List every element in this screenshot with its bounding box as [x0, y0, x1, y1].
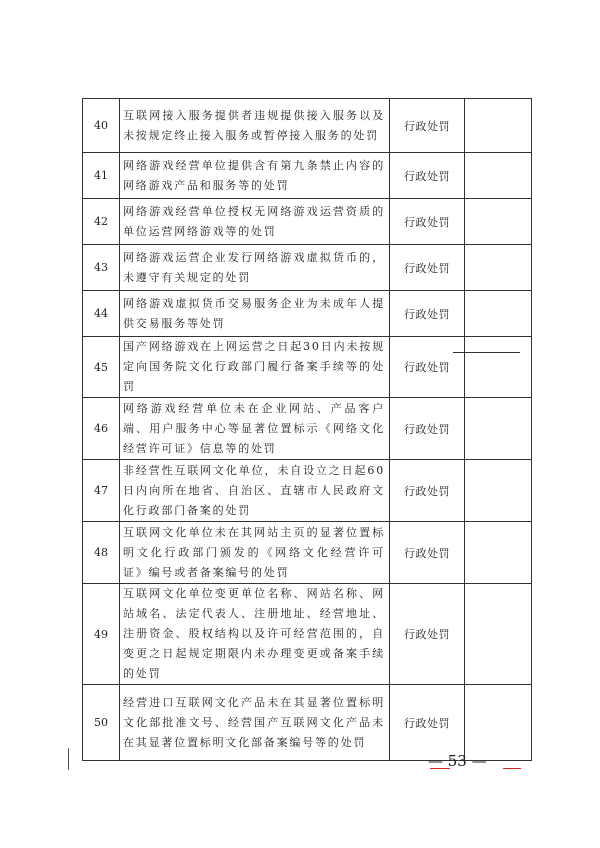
- row-type: 行政处罚: [390, 245, 465, 291]
- row-content: 网络游戏经营单位提供含有第九条禁止内容的网络游戏产品和服务等的处罚: [120, 153, 390, 199]
- row-remarks: [465, 584, 532, 685]
- row-remarks: [465, 460, 532, 522]
- table-row: [83, 99, 532, 153]
- row-number: 50: [83, 685, 120, 761]
- table-row: [83, 584, 532, 685]
- row-number: 42: [83, 199, 120, 245]
- row-type: 行政处罚: [390, 291, 465, 337]
- table-row: [83, 199, 532, 245]
- table-row: [83, 460, 532, 522]
- table-row: [83, 337, 532, 398]
- table-row: [83, 291, 532, 337]
- row-content: 经营进口互联网文化产品未在其显著位置标明文化部批准文号、经营国产互联网文化产品未在其显著位置标明文化部备案编号等的处罚: [120, 685, 390, 761]
- row-number: 48: [83, 522, 120, 584]
- row-remarks: [465, 522, 532, 584]
- row-content: 互联网文化单位变更单位名称、网站名称、网站域名、法定代表人、注册地址、经营地址、注册资金、股权结构以及许可经营范围的，自变更之日起规定期限内未办理变更或备案手续的处罚: [120, 584, 390, 685]
- row-content: 互联网文化单位未在其网站主页的显著位置标明文化行政部门颁发的《网络文化经营许可证》编号或者备案编号的处罚: [120, 522, 390, 584]
- page-mark-right: [503, 768, 521, 769]
- table-row: [83, 245, 532, 291]
- table-row: [83, 685, 532, 761]
- row-content: 网络游戏经营单位未在企业网站、产品客户端、用户服务中心等显著位置标示《网络文化经营许可证》信息等的处罚: [120, 398, 390, 460]
- row-type: 行政处罚: [390, 685, 465, 761]
- penalty-table: [82, 98, 532, 761]
- row-number: 45: [83, 337, 120, 398]
- row-type: 行政处罚: [390, 199, 465, 245]
- row-type: 行政处罚: [390, 153, 465, 199]
- row-remarks: [465, 99, 532, 153]
- row-remarks: [465, 337, 532, 398]
- row-number: 43: [83, 245, 120, 291]
- row-remarks: [465, 398, 532, 460]
- table-row: [83, 153, 532, 199]
- row-content: 网络游戏虚拟货币交易服务企业为未成年人提供交易服务等处罚: [120, 291, 390, 337]
- row-remarks: [465, 685, 532, 761]
- row-number: 46: [83, 398, 120, 460]
- row-type: 行政处罚: [390, 522, 465, 584]
- row-type: 行政处罚: [390, 337, 465, 398]
- row-type: 行政处罚: [390, 460, 465, 522]
- row-number: 41: [83, 153, 120, 199]
- row-content: 网络游戏经营单位授权无网络游戏运营资质的单位运营网络游戏等的处罚: [120, 199, 390, 245]
- row-content: 非经营性互联网文化单位，未自设立之日起60日内向所在地省、自治区、直辖市人民政府文化行政部门备案的处罚: [120, 460, 390, 522]
- row-number: 49: [83, 584, 120, 685]
- row-number: 44: [83, 291, 120, 337]
- table-row: [83, 398, 532, 460]
- page-number: — 53 —: [428, 752, 487, 770]
- row-number: 47: [83, 460, 120, 522]
- row-remarks: [465, 245, 532, 291]
- margin-bar: [68, 748, 69, 770]
- row-type: 行政处罚: [390, 99, 465, 153]
- row-remarks: [465, 291, 532, 337]
- row-remarks: [465, 153, 532, 199]
- row-type: 行政处罚: [390, 584, 465, 685]
- row-number: 40: [83, 99, 120, 153]
- row-content: 网络游戏运营企业发行网络游戏虚拟货币的，未遵守有关规定的处罚: [120, 245, 390, 291]
- row-type: 行政处罚: [390, 398, 465, 460]
- table-row: [83, 522, 532, 584]
- row-content: 国产网络游戏在上网运营之日起30日内未按规定向国务院文化行政部门履行备案手续等的处罚: [120, 337, 390, 398]
- row-remarks: [465, 199, 532, 245]
- cell-divider-line: [453, 352, 520, 353]
- row-content: 互联网接入服务提供者违规提供接入服务以及未按规定终止接入服务或暂停接入服务的处罚: [120, 99, 390, 153]
